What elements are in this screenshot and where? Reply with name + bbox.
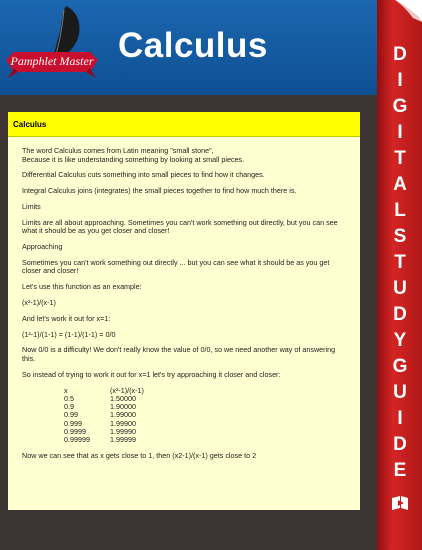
spine-letter: T [394, 148, 406, 169]
spine-letter: L [394, 200, 406, 221]
paragraph: Differential Calculus cuts something into small pieces to find how it changes. [22, 170, 265, 180]
paragraph: The word Calculus comes from Latin meaning "small stone", Because it is like understanding something by looking at small pieces. [22, 146, 245, 164]
formula: (x²-1)/(x-1) [22, 298, 56, 308]
spine-letter: U [393, 278, 407, 299]
spine-letter: I [397, 70, 403, 91]
formula: (1²-1)/(1-1) = (1-1)/(1-1) = 0/0 [22, 329, 116, 339]
paragraph: Let's use this function as an example: [22, 282, 142, 292]
section-title: Calculus [8, 112, 360, 137]
pamphlet-master-logo [4, 2, 100, 94]
spine-letter: D [393, 434, 407, 455]
spine-letter: U [393, 382, 407, 403]
paragraph: Now 0/0 is a difficulty! We don't really know the value of 0/0, so we need another way of answering this. [22, 345, 336, 363]
table-row: 0.9999 1.99990 [64, 427, 136, 437]
table-header: (x²-1)/(x-1) [110, 385, 144, 395]
subheading-approaching: Approaching [22, 242, 63, 252]
content-panel [8, 112, 360, 510]
logo-text: Pamphlet Master [10, 54, 94, 68]
spine-letter: Y [393, 330, 407, 351]
table-row: 0.9 1.90000 [64, 402, 136, 412]
subheading-limits: Limits [22, 201, 41, 211]
book-arrow-icon [390, 494, 410, 512]
spine-letter: A [393, 174, 407, 195]
spine-letter: T [394, 252, 406, 273]
cover-header [0, 0, 380, 95]
table-row: 0.99999 1.99999 [64, 435, 136, 445]
table-header: x [64, 385, 68, 395]
table-row: 0.99 1.99000 [64, 410, 136, 420]
paragraph: Now we can see that as x gets close to 1, then (x2-1)/(x-1) gets close to 2 [22, 450, 257, 460]
values-table [64, 387, 144, 445]
table-row: 0.999 1.99900 [64, 418, 136, 428]
spine-letter: D [393, 304, 407, 325]
spine-letter: G [392, 96, 408, 117]
spine-letter: D [393, 44, 407, 65]
paragraph: And let's work it out for x=1: [22, 313, 111, 323]
paragraph: Sometimes you can't work something out directly ... but you can see what it should be as you get closer and closer! [22, 257, 330, 276]
spine-letter: G [392, 356, 408, 377]
table-row: 0.5 1.50000 [64, 393, 136, 403]
spine-letter: I [397, 122, 403, 143]
spine-letter: I [397, 408, 403, 429]
cover-title: Calculus [118, 26, 268, 65]
content-body [8, 137, 360, 460]
spine-letter: E [393, 460, 407, 481]
paragraph: Integral Calculus joins (integrates) the small pieces together to find how much there is. [22, 186, 297, 196]
paragraph: Limits are all about approaching. Sometimes you can't work something out directly, but you can see what it should be as you get closer and closer! [22, 217, 338, 236]
paragraph: So instead of trying to work it out for x=1 let's try approaching it closer and closer: [22, 369, 281, 379]
spine-letter: S [393, 226, 407, 247]
